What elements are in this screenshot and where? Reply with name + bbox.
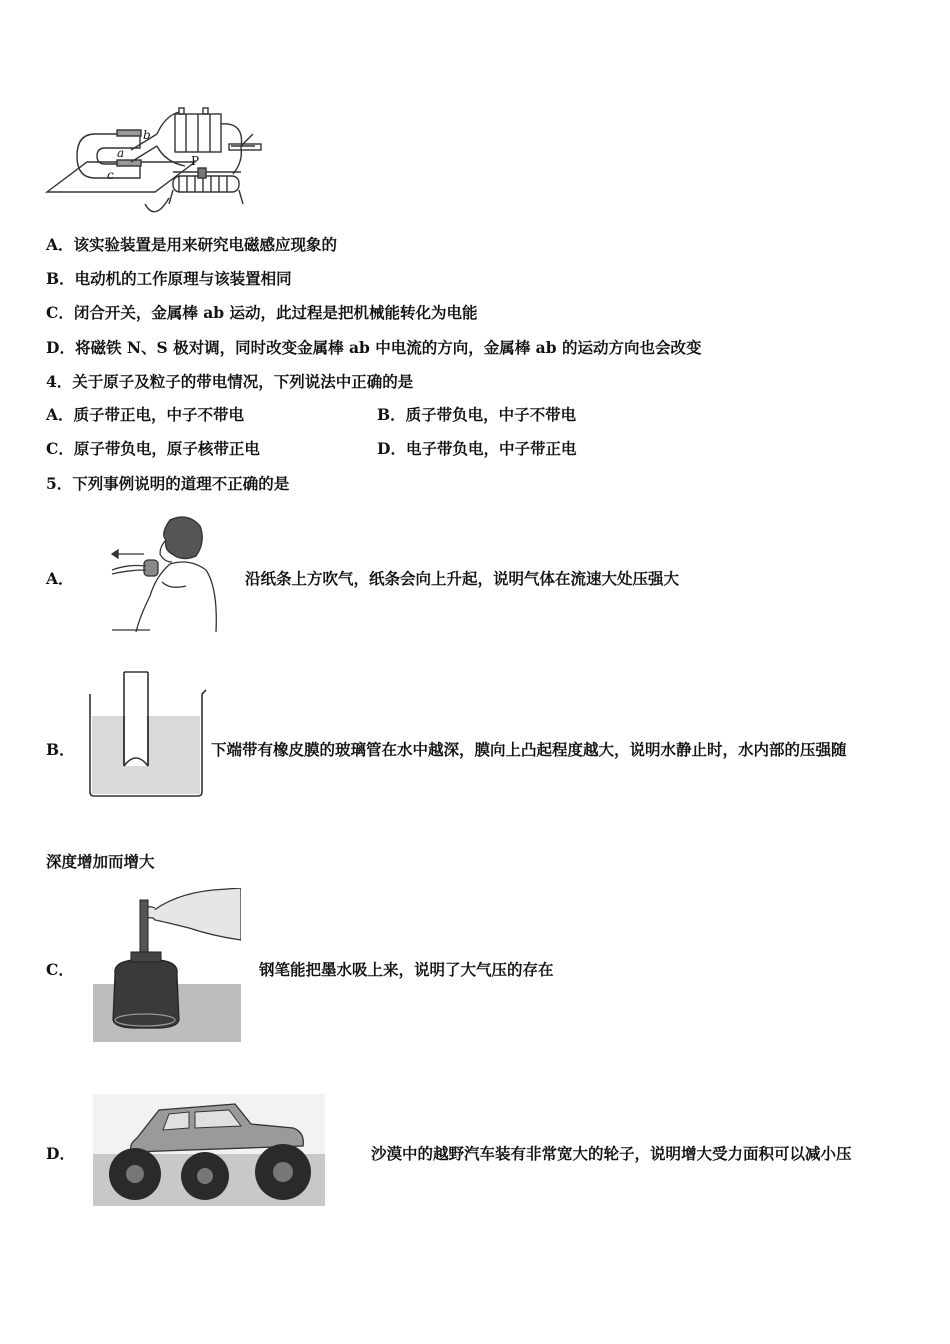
q5-option-d-label[interactable]: D． xyxy=(46,1144,75,1163)
option-text: 电子带负电，中子带正电 xyxy=(405,439,577,458)
option-label: B． xyxy=(377,405,406,424)
q5-option-b-text-continuation: 深度增加而增大 xyxy=(46,852,155,871)
option-text: 质子带负电，中子不带电 xyxy=(405,405,577,424)
q3-figure-label-p: P xyxy=(191,154,200,168)
q4-stem: 4．关于原子及粒子的带电情况，下列说法中正确的是 xyxy=(46,372,414,391)
q3-option-b[interactable] xyxy=(46,269,292,289)
q4-option-b[interactable] xyxy=(377,405,576,425)
q3-option-d[interactable] xyxy=(46,338,701,358)
q4-option-d[interactable] xyxy=(377,439,576,459)
q3-figure-label-a: a xyxy=(117,146,125,160)
option-text: 将磁铁 N、S 极对调，同时改变金属棒 ab 中电流的方向，金属棒 ab 的运动方向也会改变 xyxy=(74,338,702,357)
q3-figure-label-c: c xyxy=(107,168,114,182)
q5-stem: 5．下列事例说明的道理不正确的是 xyxy=(46,474,290,493)
q5-option-c-text: 钢笔能把墨水吸上来，说明了大气压的存在 xyxy=(259,960,554,979)
option-label: D． xyxy=(377,439,406,458)
option-text: 质子带正电，中子不带电 xyxy=(73,405,245,424)
option-label: B． xyxy=(46,269,75,288)
q5-option-b-text: 下端带有橡皮膜的玻璃管在水中越深，膜向上凸起程度越大，说明水静止时，水内部的压强随 xyxy=(211,740,847,759)
q5-option-a-figure-blowing-paper xyxy=(110,512,222,634)
q5-option-c-label[interactable]: C． xyxy=(46,960,74,979)
q5-option-d-figure-offroad-car xyxy=(93,1094,325,1206)
q3-option-a[interactable] xyxy=(46,235,337,255)
q5-option-a-text: 沿纸条上方吹气，纸条会向上升起，说明气体在流速大处压强大 xyxy=(245,569,680,588)
option-text: 电动机的工作原理与该装置相同 xyxy=(74,269,292,288)
option-label: D． xyxy=(46,338,75,357)
q5-option-a-label[interactable]: A． xyxy=(46,569,74,588)
q3-figure-label-b: b xyxy=(143,128,151,142)
q5-option-b-figure-beaker-tube xyxy=(84,670,208,802)
option-text: 闭合开关，金属棒 ab 运动，此过程是把机械能转化为电能 xyxy=(73,303,478,322)
q5-option-d-text: 沙漠中的越野汽车装有非常宽大的轮子，说明增大受力面积可以减小压 xyxy=(371,1144,852,1163)
q5-option-b-label[interactable]: B． xyxy=(46,740,75,759)
option-label: C． xyxy=(46,303,74,322)
q5-option-c-figure-pen-ink xyxy=(93,888,241,1042)
option-label: A． xyxy=(46,235,74,254)
q4-option-a[interactable] xyxy=(46,405,244,425)
q3-circuit-figure xyxy=(45,104,275,220)
q3-option-c[interactable] xyxy=(46,303,478,323)
option-text: 原子带负电，原子核带正电 xyxy=(73,439,260,458)
option-text: 该实验装置是用来研究电磁感应现象的 xyxy=(73,235,338,254)
q4-option-c[interactable] xyxy=(46,439,260,459)
option-label: A． xyxy=(46,405,74,424)
option-label: C． xyxy=(46,439,74,458)
